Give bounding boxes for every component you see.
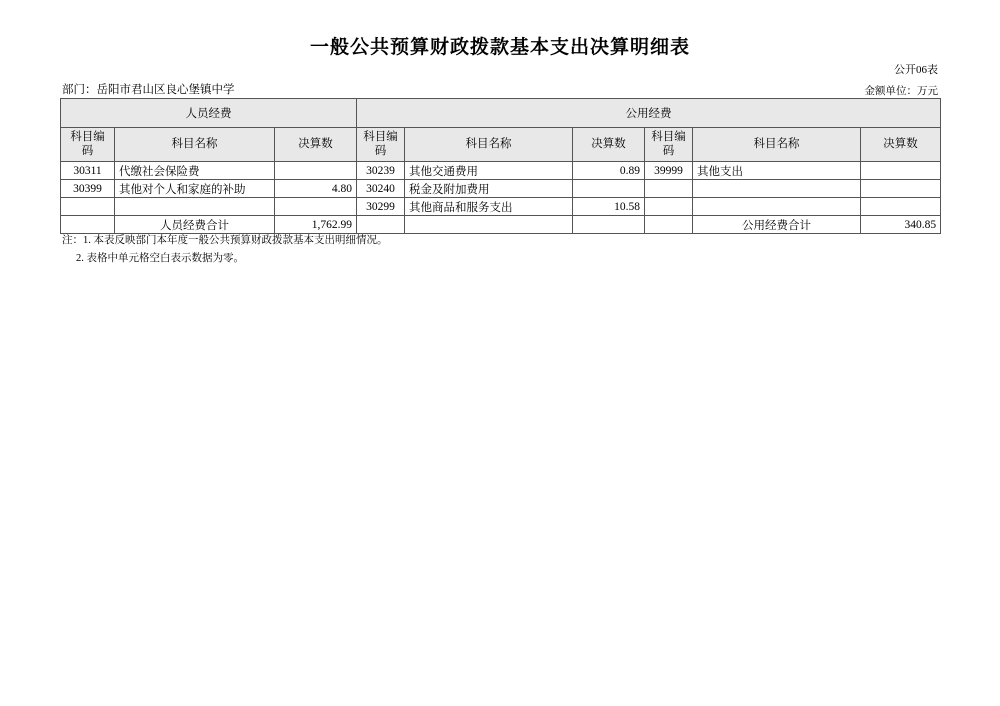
cell-public1-amount: 10.58	[573, 198, 645, 216]
note-line-2: 2. 表格中单元格空白表示数据为零。	[76, 252, 244, 264]
cell-public1-code: 30239	[357, 162, 405, 180]
cell-personnel-code: 30399	[61, 180, 115, 198]
cell-public2-code: 39999	[645, 162, 693, 180]
cell-public1-amount	[573, 180, 645, 198]
column-header-amount-2: 决算数	[573, 128, 645, 162]
table-notes	[62, 232, 388, 268]
amount-unit-label: 金额单位：万元	[864, 86, 938, 97]
table-total-row	[61, 216, 941, 234]
cell-public2-code	[645, 180, 693, 198]
cell-personnel-code: 30311	[61, 162, 115, 180]
cell-personnel-amount	[275, 162, 357, 180]
cell-total-personnel-code	[61, 216, 115, 234]
table-row	[61, 162, 941, 180]
cell-public1-amount: 0.89	[573, 162, 645, 180]
table-row	[61, 198, 941, 216]
cell-public1-name: 其他商品和服务支出	[405, 198, 573, 216]
cell-total-public2-amount: 340.85	[861, 216, 941, 234]
cell-total-personnel-amount: 1,762.99	[275, 216, 357, 234]
column-header-code-2: 科目编码	[357, 128, 405, 162]
cell-personnel-amount: 4.80	[275, 180, 357, 198]
cell-public2-name	[693, 180, 861, 198]
column-header-name-3: 科目名称	[693, 128, 861, 162]
group-header-public: 公用经费	[357, 99, 941, 128]
cell-total-public2-code	[645, 216, 693, 234]
column-header-name-2: 科目名称	[405, 128, 573, 162]
cell-personnel-code	[61, 198, 115, 216]
cell-total-public1-name	[405, 216, 573, 234]
cell-total-public1-code	[357, 216, 405, 234]
page-title: 一般公共预算财政拨款基本支出决算明细表	[309, 37, 690, 58]
table-row	[61, 180, 941, 198]
cell-public1-name: 其他交通费用	[405, 162, 573, 180]
cell-public2-amount	[861, 198, 941, 216]
cell-public2-amount	[861, 180, 941, 198]
cell-personnel-amount	[275, 198, 357, 216]
cell-personnel-name: 代缴社会保险费	[115, 162, 275, 180]
cell-total-public1-amount	[573, 216, 645, 234]
group-header-row	[61, 99, 941, 128]
department-label: 部门：岳阳市君山区良心堡镇中学	[62, 84, 235, 96]
cell-total-public2-label: 公用经费合计	[693, 216, 861, 234]
cell-public2-name: 其他支出	[693, 162, 861, 180]
cell-public1-code: 30299	[357, 198, 405, 216]
cell-public1-code: 30240	[357, 180, 405, 198]
cell-personnel-name	[115, 198, 275, 216]
cell-public1-name: 税金及附加费用	[405, 180, 573, 198]
cell-public2-name	[693, 198, 861, 216]
budget-detail-table	[60, 98, 941, 234]
cell-public2-amount	[861, 162, 941, 180]
cell-total-personnel-label: 人员经费合计	[115, 216, 275, 234]
column-header-row	[61, 128, 941, 162]
cell-personnel-name: 其他对个人和家庭的补助	[115, 180, 275, 198]
note-line-1: 注：1. 本表反映部门本年度一般公共预算财政拨款基本支出明细情况。	[62, 235, 388, 246]
group-header-personnel: 人员经费	[61, 99, 357, 128]
cell-public2-code	[645, 198, 693, 216]
column-header-name-1: 科目名称	[115, 128, 275, 162]
column-header-code-1: 科目编码	[61, 128, 115, 162]
column-header-amount-1: 决算数	[275, 128, 357, 162]
column-header-code-3: 科目编码	[645, 128, 693, 162]
column-header-amount-3: 决算数	[861, 128, 941, 162]
sheet-code-label: 公开06表	[894, 64, 938, 76]
